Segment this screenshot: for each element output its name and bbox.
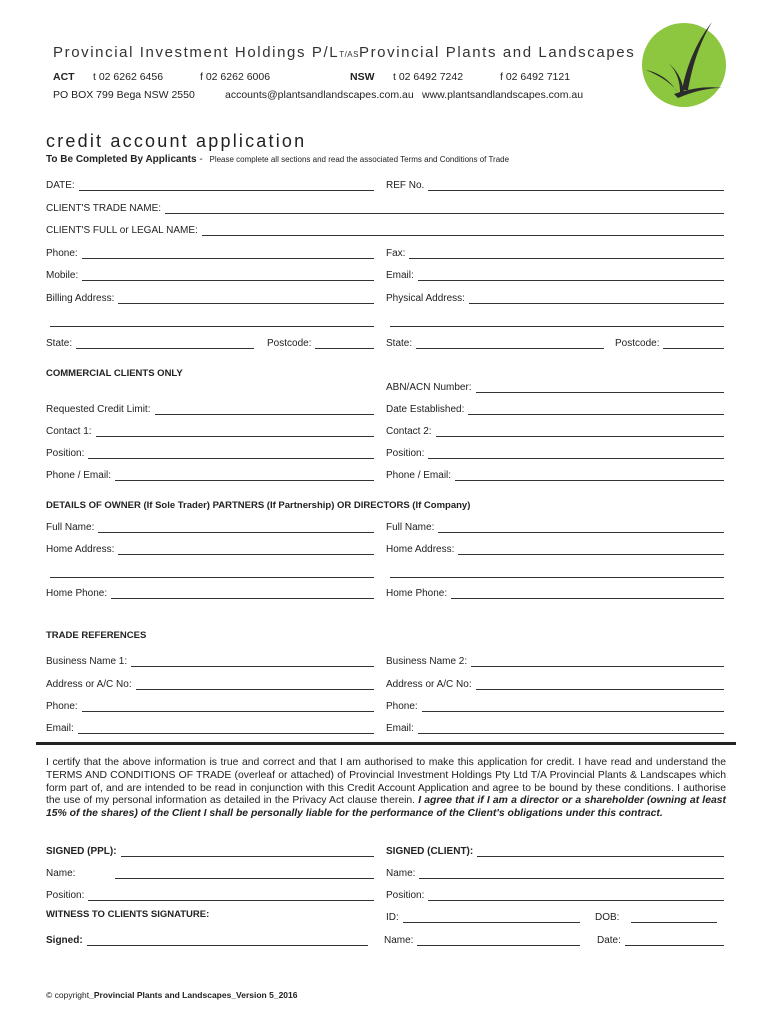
email-address: accounts@plantsandlandscapes.com.au <box>225 89 414 101</box>
credit-limit-field[interactable]: Requested Credit Limit: <box>46 401 374 415</box>
owner1-full-name-field[interactable]: Full Name: <box>46 519 374 533</box>
ref1-phone-field[interactable]: Phone: <box>46 698 374 712</box>
client-position-field[interactable]: Position: <box>386 887 724 901</box>
mobile-field[interactable]: Mobile: <box>46 267 374 281</box>
signed-ppl-field[interactable]: SIGNED (PPL): <box>46 843 374 857</box>
date-field[interactable]: DATE: <box>46 177 374 191</box>
act-phone: t 02 6262 6456 <box>93 71 164 83</box>
ref1-email-field[interactable]: Email: <box>46 720 374 734</box>
copyright-footer <box>46 990 297 1000</box>
contact1-field[interactable]: Contact 1: <box>46 423 374 437</box>
subtitle-dash: - <box>199 154 203 165</box>
nsw-fax: f 02 6492 7121 <box>500 71 571 83</box>
trade-references-heading: TRADE REFERENCES <box>46 630 147 641</box>
witness-date-field[interactable]: Date: <box>597 932 724 946</box>
billing-postcode-field[interactable]: Postcode: <box>267 335 374 349</box>
form-subtitle <box>46 154 509 165</box>
fax-field[interactable]: Fax: <box>386 245 724 259</box>
ref2-address-field[interactable]: Address or A/C No: <box>386 676 724 690</box>
business-name2-field[interactable]: Business Name 2: <box>386 653 724 667</box>
witness-heading: WITNESS TO CLIENTS SIGNATURE: <box>46 909 210 920</box>
owners-heading: DETAILS OF OWNER (If Sole Trader) PARTNERS (If Partnership) OR DIRECTORS (If Company) <box>46 500 471 511</box>
contact1-position-field[interactable]: Position: <box>46 445 374 459</box>
ppl-position-field[interactable]: Position: <box>46 887 374 901</box>
owner2-home-address-field[interactable]: Home Address: <box>386 541 724 555</box>
owner1-home-address-field[interactable]: Home Address: <box>46 541 374 555</box>
copyright-version: _Provincial Plants and Landscapes_Version 5_2016 <box>89 990 298 1000</box>
act-label: ACT <box>53 71 75 83</box>
certification-text <box>46 757 726 821</box>
subtitle-bold: To Be Completed By Applicants <box>46 154 197 165</box>
website: www.plantsandlandscapes.com.au <box>422 89 584 101</box>
client-name-field[interactable]: Name: <box>386 865 724 879</box>
trade-name-line[interactable] <box>165 204 724 214</box>
witness-signed-field[interactable]: Signed: <box>46 932 368 946</box>
legal-name-field[interactable]: CLIENT'S FULL or LEGAL NAME: <box>46 222 724 236</box>
billing-address-field[interactable]: Billing Address: <box>46 290 374 304</box>
business-name1-field[interactable]: Business Name 1: <box>46 653 374 667</box>
ref2-email-field[interactable]: Email: <box>386 720 724 734</box>
abn-field[interactable]: ABN/ACN Number: <box>386 379 724 393</box>
owner1-address-line2[interactable] <box>50 564 374 578</box>
ppl-name-field[interactable]: Name: <box>46 865 374 879</box>
billing-address-line2[interactable] <box>50 313 374 327</box>
contact2-phone-email-field[interactable]: Phone / Email: <box>386 467 724 481</box>
company-title <box>53 44 635 61</box>
physical-postcode-field[interactable]: Postcode: <box>615 335 724 349</box>
witness-id-field[interactable]: ID: <box>386 909 580 923</box>
copyright-prefix: © copyright <box>46 990 90 1000</box>
po-box: PO BOX 799 Bega NSW 2550 <box>53 89 195 101</box>
ref1-address-field[interactable]: Address or A/C No: <box>46 676 374 690</box>
witness-dob-field[interactable]: DOB: <box>595 909 717 923</box>
email-field[interactable]: Email: <box>386 267 724 281</box>
ref-field[interactable]: REF No. <box>386 177 724 191</box>
date-line[interactable] <box>79 181 374 191</box>
nsw-phone: t 02 6492 7242 <box>393 71 464 83</box>
certification-liability: I agree that if I am a director or a shareholder (owning at least 15% of the shares) of the Client I shall be personally liable for the performance of the Client's obligations under this contract. <box>46 795 726 820</box>
witness-name-field[interactable]: Name: <box>384 932 580 946</box>
trading-as: T/AS <box>339 50 359 59</box>
company-name: Provincial Investment Holdings P/L <box>53 44 340 61</box>
act-fax: f 02 6262 6006 <box>200 71 271 83</box>
owner2-address-line2[interactable] <box>390 564 724 578</box>
company-logo <box>634 18 744 108</box>
legal-name-line[interactable] <box>202 226 724 236</box>
contact2-position-field[interactable]: Position: <box>386 445 724 459</box>
commercial-heading: COMMERCIAL CLIENTS ONLY <box>46 368 183 379</box>
date-established-field[interactable]: Date Established: <box>386 401 724 415</box>
form-title: credit account application <box>46 131 307 151</box>
owner1-home-phone-field[interactable]: Home Phone: <box>46 585 374 599</box>
billing-state-field[interactable]: State: <box>46 335 254 349</box>
physical-address-field[interactable]: Physical Address: <box>386 290 724 304</box>
owner2-full-name-field[interactable]: Full Name: <box>386 519 724 533</box>
owner2-home-phone-field[interactable]: Home Phone: <box>386 585 724 599</box>
signed-client-field[interactable]: SIGNED (CLIENT): <box>386 843 724 857</box>
subtitle-note: Please complete all sections and read the associated Terms and Conditions of Trade <box>209 155 510 164</box>
trade-name-field[interactable]: CLIENT'S TRADE NAME: <box>46 200 724 214</box>
phone-field[interactable]: Phone: <box>46 245 374 259</box>
physical-address-line2[interactable] <box>390 313 724 327</box>
ref-line[interactable] <box>428 181 724 191</box>
ref2-phone-field[interactable]: Phone: <box>386 698 724 712</box>
section-divider <box>36 742 736 745</box>
contact2-field[interactable]: Contact 2: <box>386 423 724 437</box>
contact1-phone-email-field[interactable]: Phone / Email: <box>46 467 374 481</box>
certification-body: I certify that the above information is true and correct and that I am authorised to make this application for credit. I have read and understand the TERMS AND CONDITIONS OF TRADE (overleaf or attached) of Provincial Investment Holdings Pty Ltd T/A Provincial Plants & Landscapes which form part of, and are intended to be read in conjunction with this Credit Account Application and agree to be bound by these conditions. I authorise the use of my personal information as detailed in the Privacy Act clause therein. <box>46 757 726 807</box>
nsw-label: NSW <box>350 71 375 83</box>
physical-state-field[interactable]: State: <box>386 335 604 349</box>
trading-name: Provincial Plants and Landscapes <box>358 44 636 61</box>
